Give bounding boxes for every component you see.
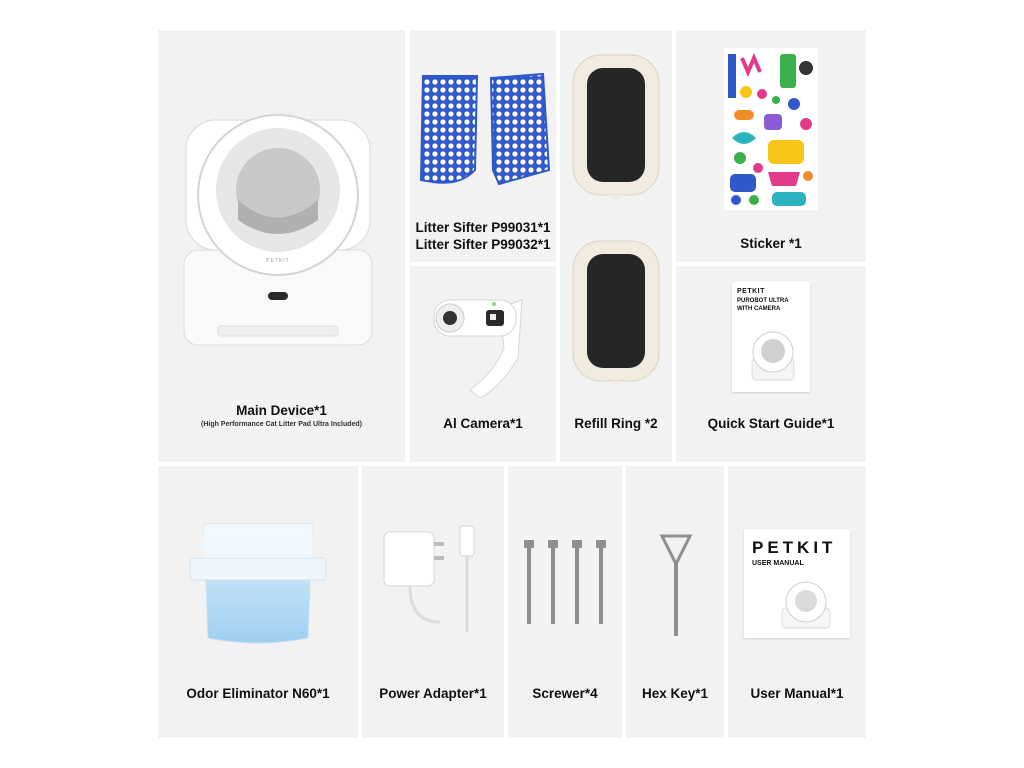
tile-sticker (676, 30, 866, 262)
tile-main-device (158, 30, 405, 462)
litter-box-image (178, 110, 378, 350)
tile-ai-camera (410, 266, 556, 462)
user-manual-brand: PETKIT (752, 538, 837, 557)
user-manual-title: USER MANUAL (752, 560, 804, 567)
refill-ring-image-2 (570, 238, 662, 388)
quick-start-title-line1: PUROBOT ULTRA (737, 298, 789, 304)
user-manual-device-illustration (776, 578, 836, 632)
main-device-note: (High Performance Cat Litter Pad Ultra Included) (200, 421, 363, 428)
device-brand-text: PETKIT (266, 258, 290, 264)
user-manual-label: User Manual*1 (750, 686, 844, 701)
ai-camera-image (430, 288, 540, 398)
tile-power-adapter (362, 466, 504, 738)
quick-start-brand: PETKIT (737, 288, 765, 295)
tile-user-manual (728, 466, 866, 738)
user-manual-booklet (744, 530, 850, 638)
tile-quick-start-guide (676, 266, 866, 462)
quick-start-label: Quick Start Guide*1 (707, 416, 835, 431)
hex-key-label: Hex Key*1 (641, 686, 709, 701)
sticker-label: Sticker *1 (740, 236, 802, 251)
tile-refill-ring (560, 30, 672, 462)
tile-screwer (508, 466, 622, 738)
odor-eliminator-image (188, 518, 328, 648)
quick-start-title-line2: WITH CAMERA (737, 306, 781, 312)
quick-start-booklet (732, 282, 810, 392)
tile-odor-eliminator (158, 466, 358, 738)
power-adapter-image (380, 522, 490, 634)
sticker-sheet-image (724, 48, 818, 210)
litter-sifter-label-1: Litter Sifter P99031*1 (415, 220, 551, 235)
quick-start-device-illustration (748, 328, 798, 384)
litter-sifter-image (415, 70, 551, 188)
power-adapter-label: Power Adapter*1 (379, 686, 487, 701)
refill-ring-label: Refill Ring *2 (574, 416, 658, 431)
refill-ring-image-1 (570, 52, 662, 202)
tile-hex-key (626, 466, 724, 738)
main-device-label: Main Device*1 (236, 403, 327, 418)
screwer-image (518, 538, 612, 628)
odor-eliminator-label: Odor Eliminator N60*1 (186, 686, 330, 701)
screwer-label: Screwer*4 (532, 686, 598, 701)
litter-sifter-label-2: Litter Sifter P99032*1 (415, 237, 551, 252)
ai-camera-label: Al Camera*1 (443, 416, 523, 431)
tile-litter-sifter (410, 30, 556, 262)
hex-key-image (656, 530, 696, 640)
